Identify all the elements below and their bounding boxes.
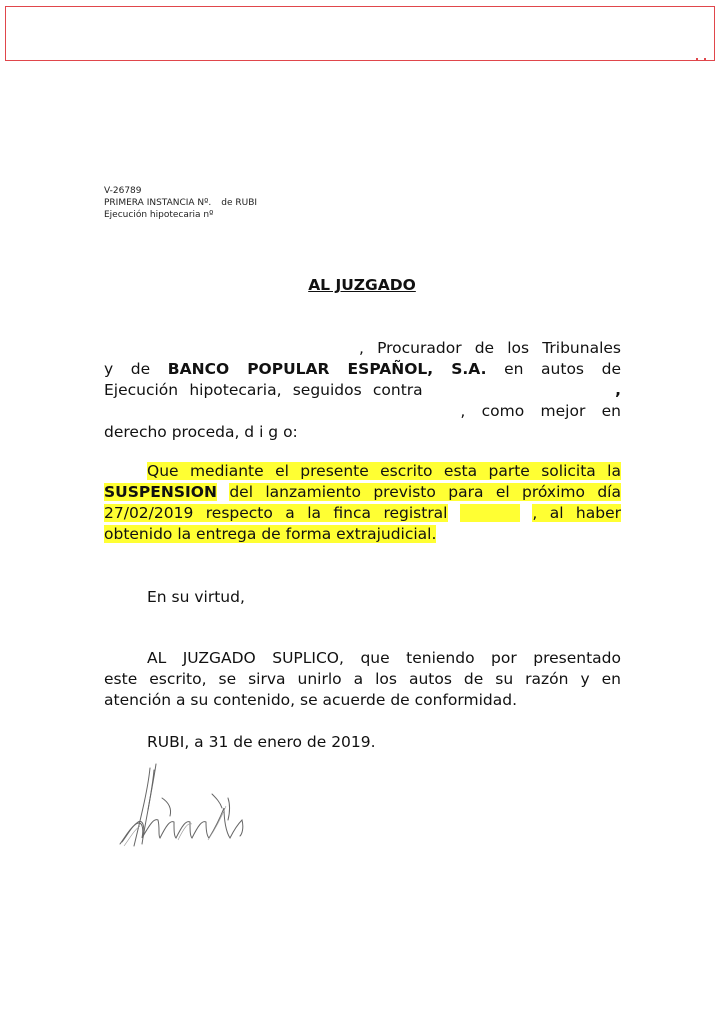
document-title: AL JUZGADO: [308, 276, 416, 294]
request-line-4: obtenido la entrega de forma extrajudicial.: [104, 525, 437, 543]
suplico-line-1: AL JUZGADO SUPLICO, que teniendo por presentado: [147, 649, 621, 667]
suspension-keyword: SUSPENSION: [104, 483, 217, 501]
suplico-line-3: atención a su contenido, se acuerde de conformidad.: [104, 691, 517, 709]
intro-line-2: y de BANCO POPULAR ESPAÑOL, S.A. en autos de: [104, 360, 621, 378]
intro-line-5: derecho proceda, d i g o:: [104, 423, 298, 441]
virtud-text: En su virtud,: [147, 588, 245, 606]
request-line-1: Que mediante el presente escrito esta parte solicita la: [147, 462, 621, 480]
intro-paragraph: [104, 338, 621, 443]
court-line: PRIMERA INSTANCIA Nº. de RUBI: [104, 198, 258, 208]
signature: [112, 758, 252, 853]
suplico-paragraph: [104, 648, 621, 711]
intro-line-1: , Procurador de los Tribunales: [359, 339, 621, 357]
request-paragraph: [104, 461, 621, 545]
suplico-line-2: este escrito, se sirva unirlo a los autos de su razón y en: [104, 670, 621, 688]
header-frame: [5, 6, 715, 61]
request-line-2: SUSPENSION del lanzamiento previsto para el próximo día: [104, 483, 621, 501]
request-line-3: 27/02/2019 respecto a la finca registral , al haber: [104, 504, 621, 522]
intro-line-4: , como mejor en: [460, 402, 622, 420]
closing-date: RUBI, a 31 de enero de 2019.: [147, 733, 376, 751]
case-number: V-26789: [104, 186, 142, 196]
bank-name: BANCO POPULAR ESPAÑOL, S.A.: [167, 360, 487, 378]
virtud-paragraph: [104, 587, 621, 608]
case-reference: [104, 185, 257, 221]
intro-line-3: Ejecución hipotecaria, seguidos contra ,: [104, 381, 622, 399]
corner-mark: [696, 58, 708, 62]
proceeding-line: Ejecución hipotecaria nº: [104, 210, 214, 220]
